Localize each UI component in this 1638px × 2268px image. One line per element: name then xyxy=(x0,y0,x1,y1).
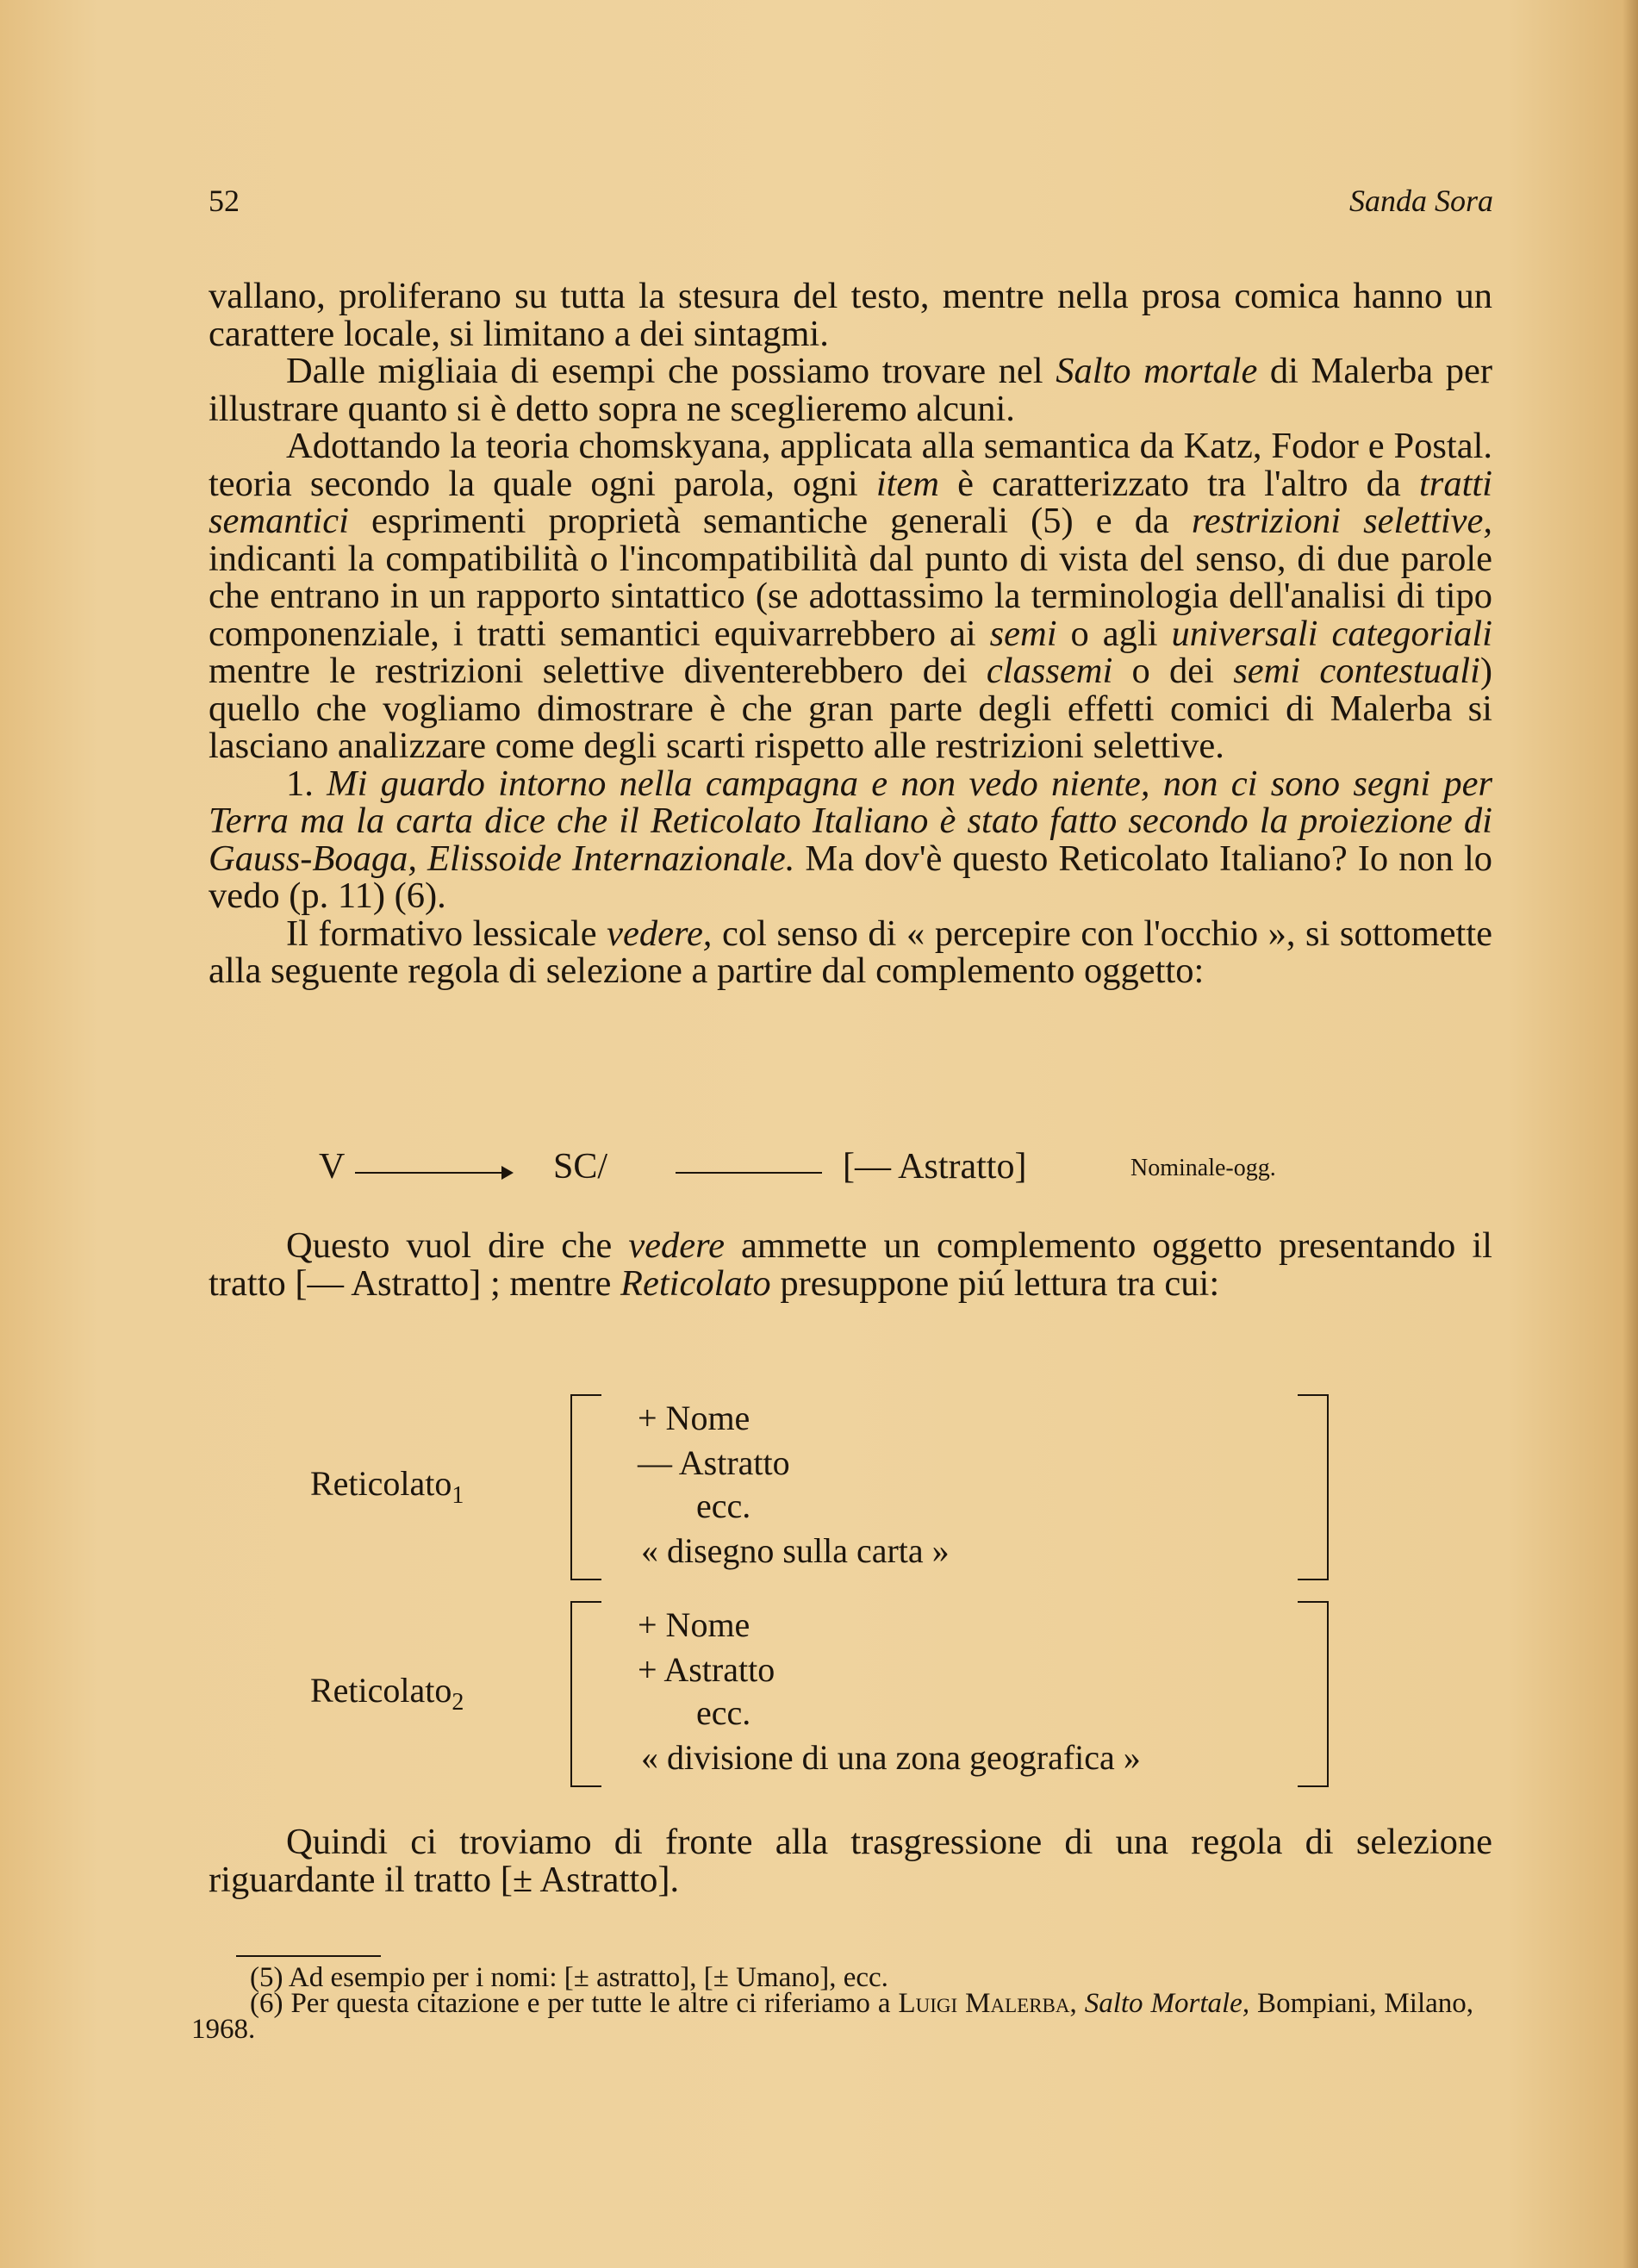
rule-arrow-shaft xyxy=(355,1172,503,1174)
matrix-label xyxy=(310,1670,464,1717)
feature-matrix-2 xyxy=(310,1601,1336,1787)
explanation-paragraph xyxy=(209,1227,1492,1302)
text-run: Questo vuol dire che xyxy=(286,1225,629,1266)
paragraph-3 xyxy=(209,427,1492,765)
term-italic: restrizioni selettive, xyxy=(1191,501,1492,541)
left-bracket xyxy=(570,1394,601,1580)
term-italic: Reticolato xyxy=(620,1262,771,1304)
text-run: col senso di « percepire con l'occhio », si sottomette alla seguente regola di selezione a partire dal complemento oggetto: xyxy=(209,913,1492,991)
selection-rule xyxy=(319,1146,1353,1198)
text-run: presuppone piú lettura tra cui: xyxy=(770,1262,1220,1304)
feature-matrix-1 xyxy=(310,1394,1336,1580)
matrix-feature: + Nome xyxy=(638,1605,750,1644)
matrix-feature: ecc. xyxy=(696,1486,751,1525)
term-italic: classemi xyxy=(986,651,1113,691)
conclusion-paragraph xyxy=(209,1823,1492,1898)
matrix-label-text: Reticolato xyxy=(310,1464,452,1503)
text-run: Adottando la teoria chomskyana, applicata alla semantica da Katz, Fodor e Postal. teoria secondo la quale ogni parola, ogni xyxy=(209,426,1492,504)
running-head xyxy=(209,183,1493,226)
paragraph-6: Quindi ci troviamo di fronte alla trasgressione di una regola di selezione riguardante il tratto [± Astratto]. xyxy=(209,1822,1492,1900)
paragraph-4 xyxy=(209,915,1492,990)
example-1 xyxy=(209,765,1492,915)
left-bracket xyxy=(570,1601,601,1787)
matrix-feature: ecc. xyxy=(696,1693,751,1732)
matrix-label xyxy=(310,1463,464,1510)
term-italic: universali categoriali xyxy=(1171,613,1492,654)
text-run: o dei xyxy=(1112,651,1234,691)
paragraph-2 xyxy=(209,352,1492,427)
example-number: 1. xyxy=(286,763,327,804)
term-italic: item xyxy=(875,463,939,504)
matrix-feature: « disegno sulla carta » xyxy=(641,1531,950,1570)
text-run: di Malerba per illustrare quanto si è detto sopra ne sceglieremo alcuni. xyxy=(209,351,1492,429)
page-edge-shadow xyxy=(1622,0,1638,2268)
book-title-italic: Salto mortale xyxy=(1056,351,1258,391)
term-italic: semi xyxy=(989,613,1057,654)
example-quote: Mi guardo intorno nella campagna e non vedo niente, non ci sono segni per Terra ma la carta dice che il Reticolato Italiano è stato fatto secondo la proiezione di Gauss-Boaga, Elissoide Internazionale. xyxy=(209,763,1492,879)
paragraph-5 xyxy=(209,1227,1492,1302)
rule-arrow-head xyxy=(501,1166,514,1180)
term-italic: semi contestuali xyxy=(1233,651,1480,691)
footnote-5: (5) Ad esempio per i nomi: [± astratto], [± Umano], ecc. xyxy=(250,1962,888,1993)
matrix-feature: + Astratto xyxy=(638,1650,775,1689)
example-tail: Ma dov'è questo Reticolato Italiano? Io non lo vedo (p. 11) (6). xyxy=(209,838,1492,916)
running-head-author: Sanda Sora xyxy=(1348,184,1493,218)
text-run: Bompiani, Milano, 1968. xyxy=(191,1988,1474,2045)
rule-blank-line xyxy=(676,1172,822,1174)
rule-subscript: Nominale-ogg. xyxy=(1130,1155,1276,1181)
right-bracket xyxy=(1298,1394,1329,1580)
term-italic: vedere xyxy=(628,1225,725,1266)
text-run: esprimenti proprietà semantiche generali (5) e da xyxy=(348,501,1192,541)
rule-v: V xyxy=(319,1147,346,1187)
matrix-feature: + Nome xyxy=(638,1399,750,1437)
term-italic: tratti semantici xyxy=(209,463,1492,541)
book-title-italic: Salto Mortale, xyxy=(1084,1988,1250,2019)
text-run: Dalle migliaia di esempi che possiamo trovare nel xyxy=(286,351,1056,391)
text-run: mentre le restrizioni selettive diventerebbero dei xyxy=(209,651,987,691)
matrix-feature: « divisione di una zona geografica » xyxy=(641,1738,1141,1777)
rule-feature: [— Astratto] xyxy=(843,1147,1027,1187)
text-run: indicanti la compatibilità o l'incompatibilità dal punto di vista del senso, di due parole che entrano in un rapporto sintattico (se adottassimo la terminologia dell'analisi di tipo componenziale, i tratti semantici equivarrebbero ai xyxy=(209,538,1492,654)
footnotes xyxy=(191,1962,1474,2045)
footnote-6 xyxy=(191,1988,1474,2045)
matrix-label-sub: 2 xyxy=(452,1689,464,1716)
body-text xyxy=(209,277,1492,990)
author-small-caps: Luigi Malerba, xyxy=(898,1988,1077,2019)
right-bracket xyxy=(1298,1601,1329,1787)
page-number: 52 xyxy=(209,184,240,218)
text-run: Il formativo lessicale xyxy=(286,913,607,954)
text-run: o agli xyxy=(1056,613,1172,654)
text-run: (6) Per questa citazione e per tutte le altre ci riferiamo a xyxy=(250,1988,899,2019)
footnote-separator xyxy=(236,1955,381,1957)
paragraph-1: vallano, proliferano su tutta la stesura del testo, mentre nella prosa comica hanno un carattere locale, si limitano a dei sintagmi. xyxy=(209,276,1492,354)
matrix-label-text: Reticolato xyxy=(310,1671,452,1710)
text-run: ammette un complemento oggetto presentando il tratto [— Astratto] ; mentre xyxy=(209,1225,1492,1304)
rule-sc: SC/ xyxy=(553,1147,608,1187)
text-run: è caratterizzato tra l'altro da xyxy=(938,463,1419,504)
text-run: ) quello che vogliamo dimostrare è che gran parte degli effetti comici di Malerba si lasciano analizzare come degli scarti rispetto alle restrizioni selettive. xyxy=(209,651,1492,766)
matrix-feature: — Astratto xyxy=(638,1443,790,1482)
matrix-label-sub: 1 xyxy=(452,1482,464,1509)
term-italic: vedere, xyxy=(607,913,713,954)
